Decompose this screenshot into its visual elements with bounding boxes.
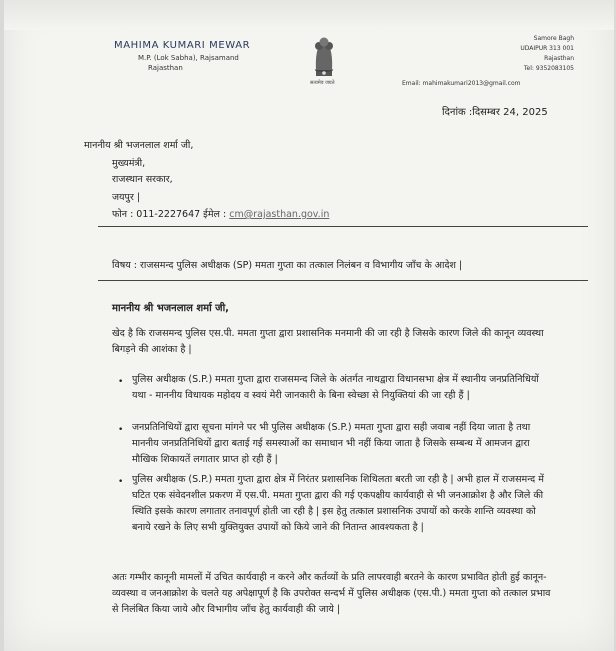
divider <box>98 280 588 281</box>
letter-date: दिनांक :दिसम्बर 24, 2025 <box>442 107 548 118</box>
subject-line: विषय : राजसमन्द पुलिस अधीक्षक (SP) ममता गुप्ता का तत्काल निलंबन व विभागीय जाँच के आदेश | <box>112 260 463 271</box>
sender-name: MAHIMA KUMARI MEWAR <box>114 40 251 51</box>
national-emblem-icon <box>306 30 342 86</box>
sender-phone: Tel: 9352083105 <box>523 65 574 72</box>
list-item <box>118 372 552 404</box>
recipient-email-link[interactable]: cm@rajasthan.gov.in <box>229 209 330 220</box>
bullet-icon: • <box>118 425 124 435</box>
bullet-icon: • <box>118 377 124 387</box>
list-item <box>118 472 552 536</box>
list-item-text: पुलिस अधीक्षक (S.P.) ममता गुप्ता द्वारा राजसमन्द जिले के अंतर्गत नाथद्वारा विधानसभा क्षेत्र में स्थानीय जनप्रतिनिधियों यथा - माननीय विधायक महोदय व स्वयं मेरी जानकारी के बिना स्वेच्छा से नियुक्तियां की जा रही हैं | <box>132 374 539 401</box>
sender-address-line: Rajasthan <box>544 55 574 62</box>
list-item-text: जनप्रतिनिधियों द्वारा सूचना मांगने पर भी पुलिस अधीक्षक (S.P.) ममता गुप्ता द्वारा सही जवाब नहीं दिया जाता है तथा माननीय जनप्रतिनिधियों द्वारा बताई गई समस्याओं का समाधान भी नहीं किया जाता है जिसके सम्बन्ध में आमजन द्वारा मौखिक शिकायतें लगातार प्राप्त हो रही हैं | <box>132 422 531 465</box>
sender-email: Email: mahimakumari2013@gmail.com <box>402 80 521 87</box>
recipient-phone: फोन : 011-2227647 ईमेल : <box>112 209 227 220</box>
recipient-name: माननीय श्री भजनलाल शर्मा जी, <box>84 140 194 151</box>
recipient-city: जयपुर | <box>112 192 141 203</box>
emblem-caption: सत्यमेव जयते <box>310 80 335 86</box>
divider <box>98 226 588 227</box>
list-item-text: पुलिस अधीक्षक (S.P.) ममता गुप्ता द्वारा क्षेत्र में निरंतर प्रशासनिक शिथिलता बरती जा रही है | अभी हाल में राजसमन्द में घटित एक संवेदनशील प्रकरण में एस.पी. ममता गुप्ता द्वारा की गई एकपक्षीय कार्यवाही से भी जनआक्रोश है और जिले की स्थिति इसके कारण लगातार तनावपूर्ण होती जा रही है | इस हेतु तत्काल प्रशासनिक उपायों को करके शान्ति व्यवस्था को बनाये रखने के लिए सभी युक्तियुक्त उपायों को किये जाने की नितान्त आवश्यकता है | <box>132 474 544 533</box>
sender-position: M.P. (Lok Sabha), Rajsamand <box>138 54 239 62</box>
recipient-designation: मुख्यमंत्री, <box>112 158 146 169</box>
scan-shadow <box>4 0 614 30</box>
sender-address-line: UDAIPUR 313 001 <box>520 45 574 52</box>
list-item <box>118 420 552 468</box>
letter-page <box>4 0 614 651</box>
sender-address-line: Samore Bagh <box>533 35 574 42</box>
recipient-contact <box>112 207 329 220</box>
recipient-government: राजस्थान सरकार, <box>112 174 173 185</box>
intro-paragraph: खेद है कि राजसमन्द पुलिस एस.पी. ममता गुप्ता द्वारा प्रशासनिक मनमानी की जा रही है जिसके कारण जिले की कानून व्यवस्था बिगड़ने की आशंका है | <box>112 328 544 355</box>
bullet-icon: • <box>118 477 124 487</box>
salutation: माननीय श्री भजनलाल शर्मा जी, <box>112 303 229 314</box>
sender-state: Rajasthan <box>148 64 183 72</box>
conclusion-paragraph: अतः गम्भीर कानूनी मामलों में उचित कार्यवाही न करने और कर्तव्यों के प्रति लापरवाही बरतने के कारण प्रभावित होती हुई कानून-व्यवस्था व जनआक्रोश के चलते यह अपेक्षापूर्ण है कि उपरोक्त सन्दर्भ में पुलिस अधीक्षक (एस.पी.) ममता गुप्ता को तत्काल प्रभाव से निलंबित किया जाये और विभागीय जाँच हेतु कार्यवाही की जाये | <box>112 572 551 615</box>
